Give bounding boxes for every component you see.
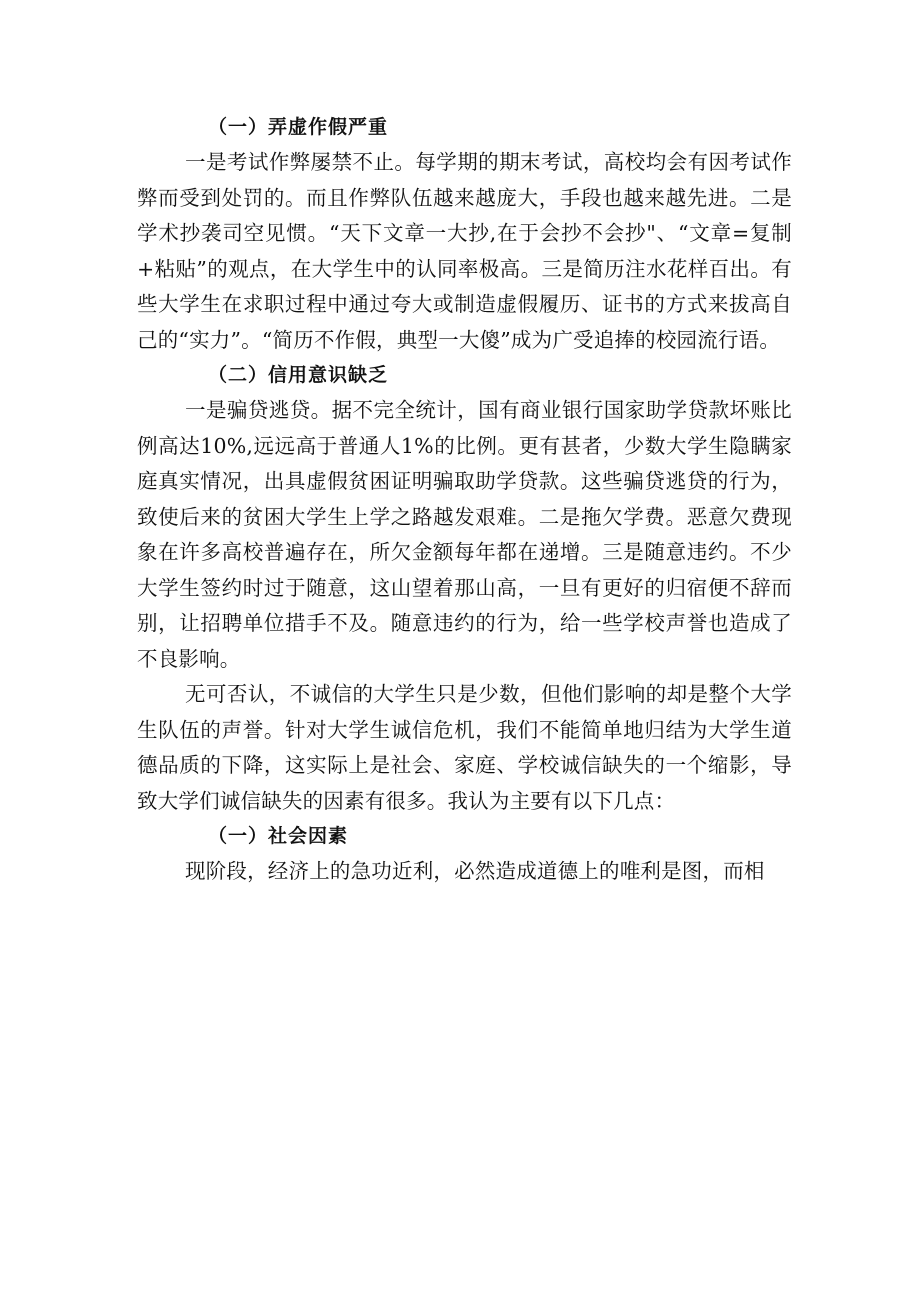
paragraph-summary: 无可否认，不诚信的大学生只是少数，但他们影响的却是整个大学生队伍的声誉。针对大学生诚信危机，我们不能简单地归结为大学生道德品质的下降，这实际上是社会、家庭、学校诚信缺失的一个缩影，导致大学们诚信缺失的因素有很多。我认为主要有以下几点： — [137, 682, 792, 813]
paragraph-credit-awareness: 一是骗贷逃贷。据不完全统计，国有商业银行国家助学贷款坏账比例高达10%,远远高于普通人1%的比例。更有甚者，少数大学生隐瞒家庭真实情况，出具虚假贫困证明骗取助学贷款。这些骗贷逃贷的行为，致使后来的贫困大学生上学之路越发艰难。二是拖欠学费。恶意欠费现象在许多高校普遍存在，所欠金额每年都在递增。三是随意违约。不少大学生签约时过于随意，这山望着那山高，一旦有更好的归宿便不辞而别，让招聘单位措手不及。随意违约的行为，给一些学校声誉也造成了不良影响。 — [137, 398, 792, 671]
paragraph-social-factors: 现阶段，经济上的急功近利，必然造成道德上的唯利是图，而相 — [185, 859, 765, 883]
paragraph-falsification: 一是考试作弊屡禁不止。每学期的期末考试，高校均会有因考试作弊而受到处罚的。而且作弊队伍越来越庞大，手段也越来越先进。二是学术抄袭司空见惯。“天下文章一大抄,在于会抄不会抄"、“文章=复制+粘贴”的观点，在大学生中的认同率极高。三是简历注水花样百出。有些大学生在求职过程中通过夸大或制造虚假履历、证书的方式来拔高自己的“实力”。“简历不作假，典型一大傻”成为广受追捧的校园流行语。 — [137, 150, 792, 352]
section-heading-social-factors: （一）社会因素 — [208, 825, 349, 847]
section-heading-falsification: （一）弄虚作假严重 — [208, 116, 389, 138]
section-heading-credit-awareness: （二）信用意识缺乏 — [208, 364, 389, 386]
document-body — [137, 110, 792, 890]
